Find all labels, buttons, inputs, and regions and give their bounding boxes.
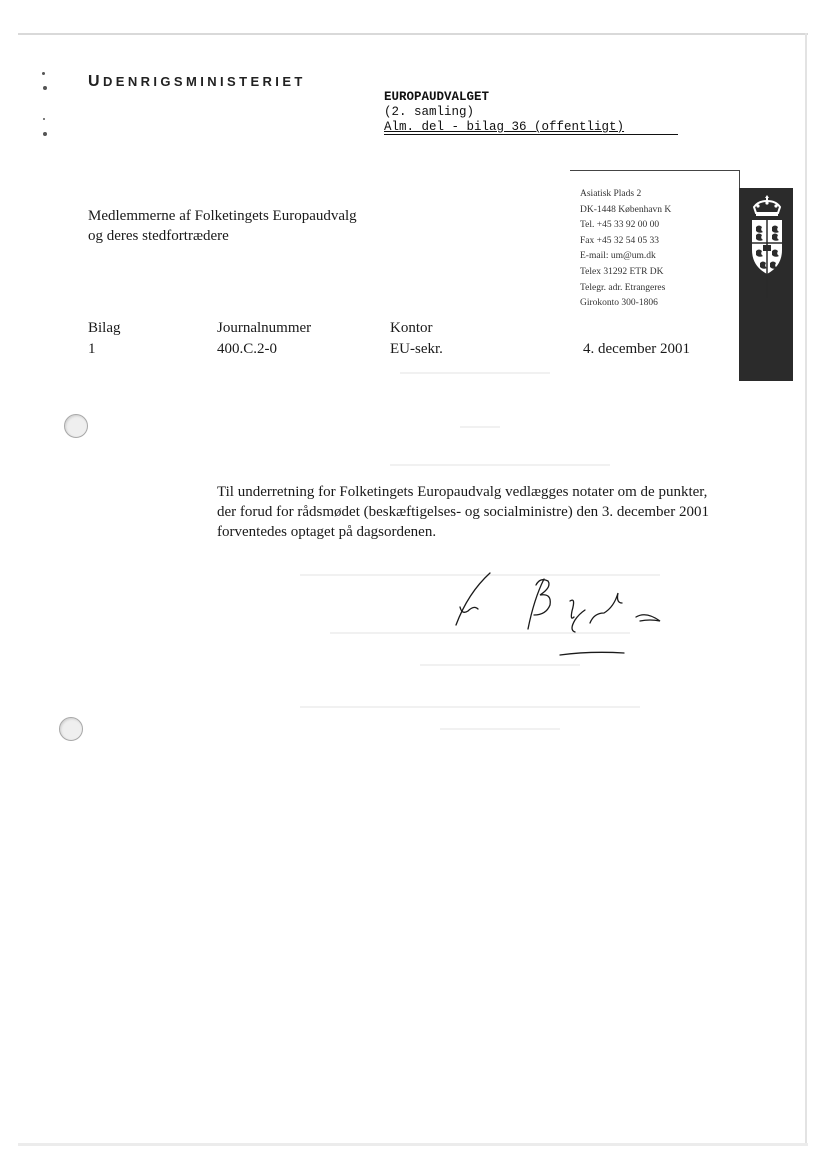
ministry-letterhead — [88, 73, 306, 91]
bilag-value: 1 — [88, 341, 96, 357]
signature-icon — [440, 565, 670, 665]
kontor-label: Kontor — [390, 320, 433, 336]
recipient-block — [88, 206, 357, 246]
journal-label: Journalnummer — [217, 320, 312, 336]
sender-address — [580, 187, 671, 312]
margin-speck — [43, 86, 47, 90]
address-rule-side — [739, 170, 740, 188]
page-edge-right — [805, 33, 807, 1145]
address-line: Telegr. adr. Etrangeres — [580, 282, 666, 293]
bleed-through — [300, 706, 640, 708]
royal-crest-icon — [748, 193, 786, 305]
address-line: Asiatisk Plads 2 — [580, 189, 642, 199]
punch-hole — [64, 414, 88, 438]
stamp-session: (2. samling) — [384, 105, 475, 119]
address-line: Telex 31292 ETR DK — [580, 266, 664, 277]
letter-body: Til underretning for Folketingets Europaudvalg vedlægges notater om de punkter, der forud for rådsmødet (beskæftigelses- og socialministre) den 3. december 2001 forventedes optaget på dagsordenen. — [217, 484, 709, 540]
address-line: DK-1448 København K — [580, 204, 672, 215]
margin-speck — [43, 118, 45, 120]
journal-value: 400.C.2-0 — [217, 341, 277, 357]
ministry-initial: U — [88, 73, 103, 90]
address-line: Girokonto 300-1806 — [580, 298, 658, 309]
bleed-through — [390, 464, 610, 466]
bleed-through — [400, 372, 550, 374]
margin-speck — [43, 132, 47, 136]
recipient-line: Medlemmerne af Folketingets Europaudvalg — [88, 208, 357, 224]
address-line: Tel. +45 33 92 00 00 — [580, 220, 660, 231]
letter-date: 4. december 2001 — [583, 341, 691, 357]
kontor-value: EU-sekr. — [390, 341, 443, 357]
stamp-reference: Alm. del - bilag 36 (offentligt) — [384, 120, 678, 135]
stamp-committee: EUROPAUDVALGET — [384, 90, 490, 104]
punch-hole — [59, 717, 83, 741]
recipient-line: og deres stedfortrædere — [88, 228, 229, 244]
address-rule — [570, 170, 740, 171]
kontor-field — [390, 318, 443, 360]
page-edge-top — [18, 33, 808, 35]
journal-field — [217, 318, 311, 360]
address-line: E-mail: um@um.dk — [580, 251, 656, 262]
margin-speck — [42, 72, 45, 75]
bleed-through — [460, 426, 500, 428]
page-edge-bottom — [18, 1143, 808, 1146]
bleed-through — [440, 728, 560, 730]
bilag-field — [88, 318, 121, 360]
address-line: Fax +45 32 54 05 33 — [580, 235, 659, 246]
ministry-name-rest: DENRIGSMINISTERIET — [102, 74, 306, 89]
committee-stamp — [384, 90, 678, 135]
bilag-label: Bilag — [88, 320, 121, 336]
